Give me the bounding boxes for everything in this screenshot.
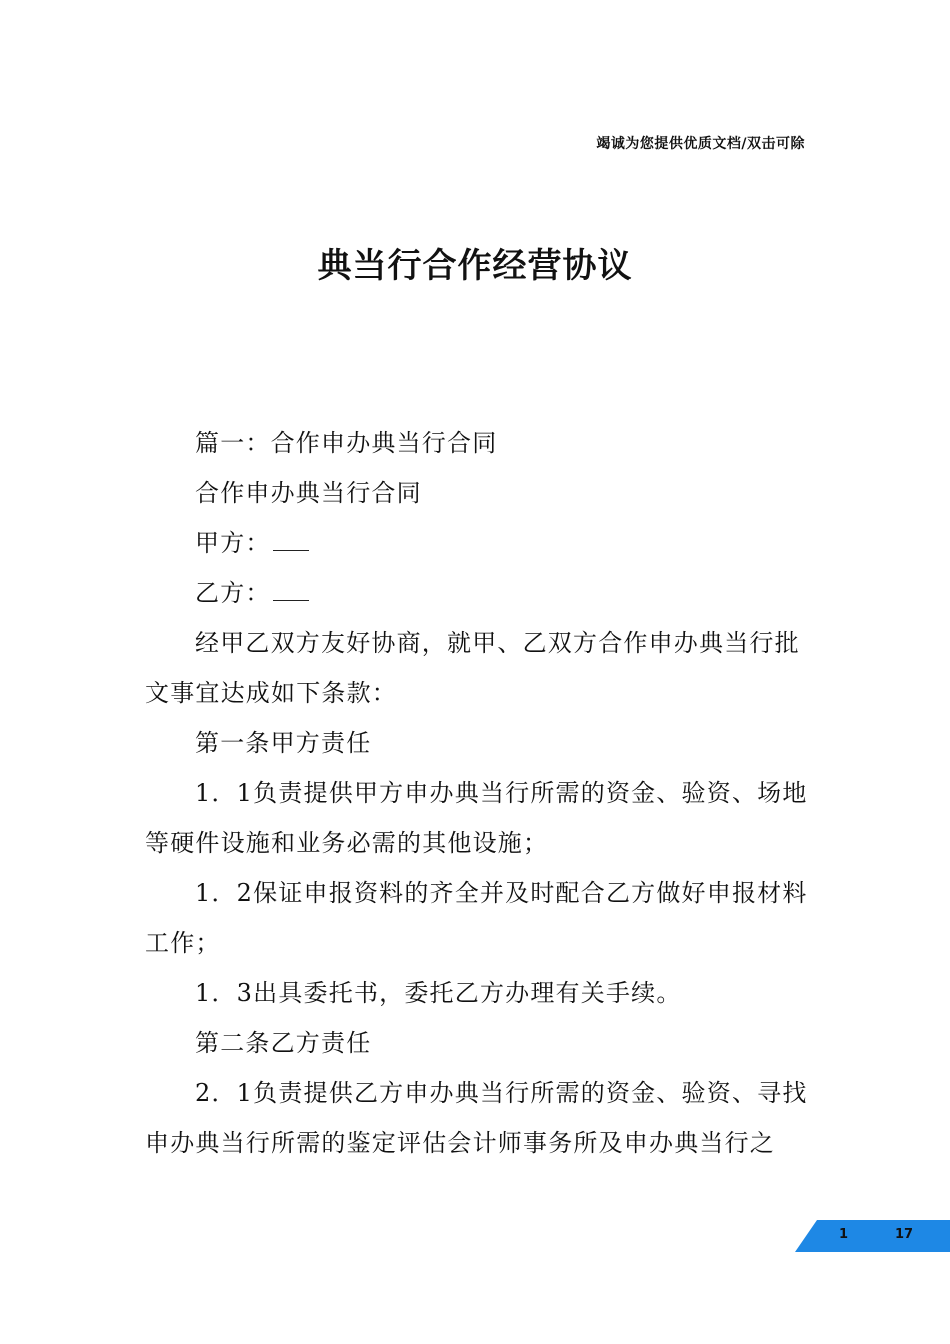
paragraph-text: 2．1负责提供乙方申办典当行所需的资金、验资、寻找申办典当行所需的鉴定评估会计师事务所及申办典当行之 bbox=[145, 1079, 808, 1157]
paragraph-text: 篇一：合作申办典当行合同 bbox=[195, 429, 498, 457]
page-indicator bbox=[795, 1220, 950, 1252]
party-b-line bbox=[145, 568, 810, 618]
paragraph-text: 1．2保证申报资料的齐全并及时配合乙方做好申报材料工作； bbox=[145, 879, 808, 957]
fill-in-blank bbox=[273, 578, 309, 601]
clause bbox=[145, 1068, 810, 1168]
paragraph bbox=[145, 418, 810, 468]
paragraph bbox=[145, 618, 810, 718]
page-total: 17 bbox=[895, 1227, 914, 1242]
paragraph-text: 甲方： bbox=[195, 529, 271, 557]
paragraph-text: 乙方： bbox=[195, 579, 271, 607]
clause bbox=[145, 868, 810, 968]
paragraph-text: 合作申办典当行合同 bbox=[195, 479, 422, 507]
paragraph-text: 第一条甲方责任 bbox=[195, 729, 372, 757]
clause bbox=[145, 768, 810, 868]
paragraph-text: 经甲乙双方友好协商，就甲、乙双方合作申办典当行批文事宜达成如下条款： bbox=[145, 629, 800, 707]
paragraph-text: 第二条乙方责任 bbox=[195, 1029, 372, 1057]
page-badge-shape bbox=[795, 1220, 950, 1252]
header-note: 竭诚为您提供优质文档/双击可除 bbox=[596, 136, 805, 152]
paragraph-text: 1．1负责提供甲方申办典当行所需的资金、验资、场地等硬件设施和业务必需的其他设施； bbox=[145, 779, 808, 857]
document-body bbox=[145, 418, 810, 1168]
page-current: 1 bbox=[839, 1227, 849, 1242]
fill-in-blank bbox=[273, 528, 309, 551]
paragraph-text: 1．3出具委托书，委托乙方办理有关手续。 bbox=[195, 979, 682, 1007]
document-title: 典当行合作经营协议 bbox=[317, 246, 633, 286]
section-heading bbox=[145, 718, 810, 768]
clause bbox=[145, 968, 810, 1018]
paragraph bbox=[145, 468, 810, 518]
party-a-line bbox=[145, 518, 810, 568]
section-heading bbox=[145, 1018, 810, 1068]
